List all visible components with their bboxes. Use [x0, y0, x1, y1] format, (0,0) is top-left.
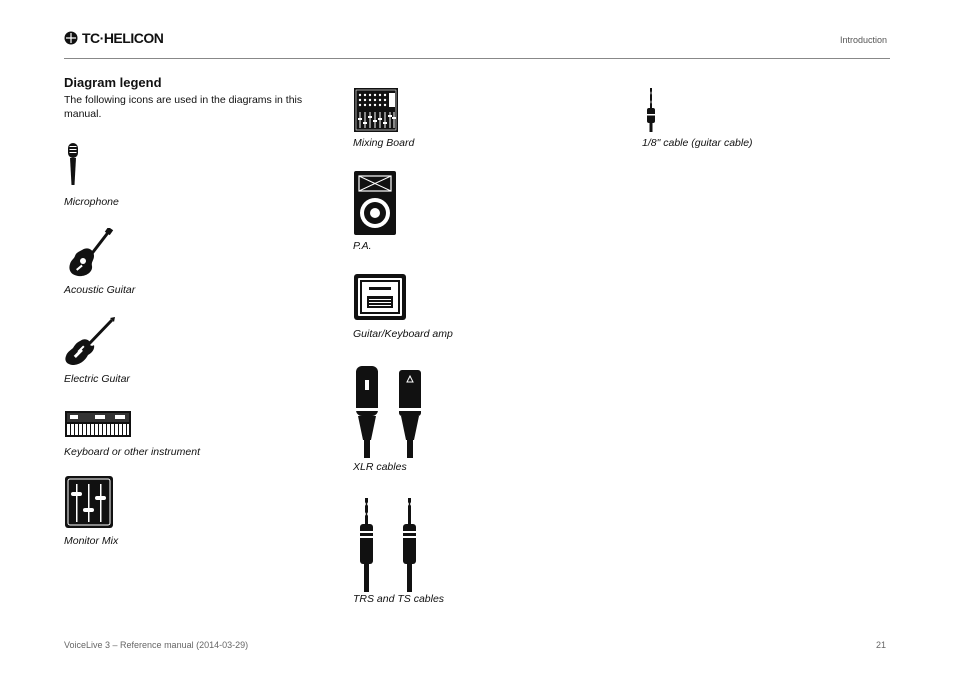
trs-jack: [360, 498, 373, 592]
caption-electric-guitar: Electric Guitar: [64, 373, 130, 385]
caption-monitor-mix: Monitor Mix: [64, 535, 119, 547]
footer-manual-title: VoiceLive 3 – Reference manual (2014-03-29): [64, 640, 249, 650]
caption-mixing-board: Mixing Board: [353, 137, 415, 149]
caption-xlr: XLR cables: [353, 461, 407, 473]
caption-trs-ts: TRS and TS cables: [353, 593, 445, 605]
brand-name: TC·HELICON: [82, 30, 164, 46]
amp-icon: [354, 274, 406, 320]
page-title: Diagram legend: [64, 75, 162, 90]
mixing-board-icon: [354, 88, 398, 132]
intro-text: The following icons are used in the diagrams in this manual.: [64, 94, 303, 120]
ts-jack: [403, 498, 416, 592]
caption-amp: Guitar/Keyboard amp: [353, 328, 453, 340]
xlr-cables-icon: [354, 366, 424, 458]
caption-eighth-inch-cable: 1/8" cable (guitar cable): [642, 137, 753, 149]
trs-ts-cables-icon: [356, 498, 422, 592]
eighth-inch-cable-icon: [645, 88, 657, 132]
xlr-female-connector: [356, 366, 378, 458]
caption-acoustic-guitar: Acoustic Guitar: [64, 284, 136, 296]
header-divider: [64, 58, 890, 59]
electric-guitar-icon: [64, 317, 116, 367]
section-label: Introduction: [839, 35, 887, 45]
monitor-mix-icon: [65, 476, 113, 528]
pa-speaker-icon: [354, 171, 396, 235]
keyboard-icon: [65, 411, 131, 437]
caption-pa: P.A.: [353, 240, 372, 252]
xlr-male-connector: [399, 370, 421, 458]
brand-logo: [64, 30, 163, 46]
footer-page-number: 21: [875, 640, 886, 650]
caption-microphone: Microphone: [64, 196, 119, 208]
microphone-icon: [66, 143, 80, 185]
acoustic-guitar-icon: [68, 228, 114, 278]
caption-keyboard: Keyboard or other instrument: [64, 446, 200, 458]
tc-helicon-logo-icon: [64, 31, 78, 45]
